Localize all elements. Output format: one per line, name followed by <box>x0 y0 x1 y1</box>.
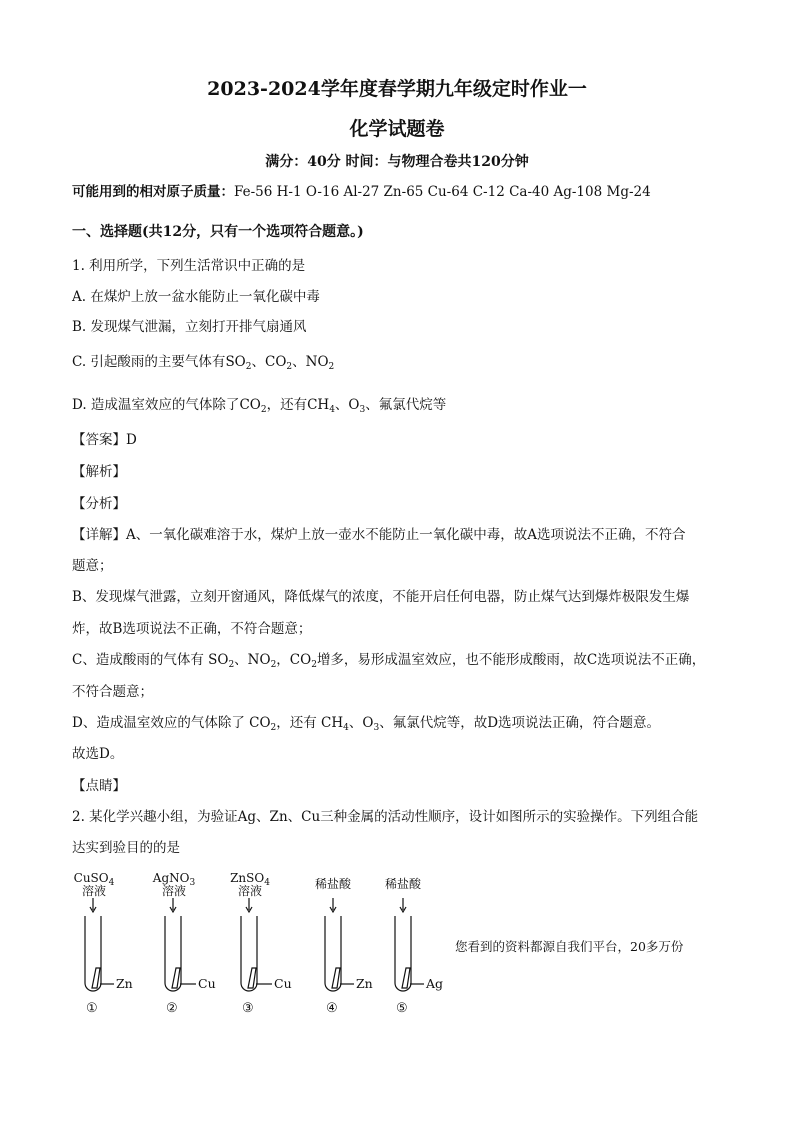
q1-option-d <box>72 396 732 414</box>
fenxi-label: 【分析】 <box>72 496 126 512</box>
paper-subtitle: 化学试题卷 <box>349 118 445 140</box>
detail-label: 【详解】 <box>72 527 126 543</box>
arrow-icon <box>90 898 406 912</box>
answer-value: D <box>126 432 137 448</box>
separator: 、 <box>251 354 265 370</box>
sub-2: 2 <box>311 660 317 670</box>
detail-a-text: A、一氧化碳难溶于水，煤炉上放一壶水不能防止一氧化碳中毒，故A选项说法不正确，不符合 <box>126 527 686 543</box>
sub-2: 2 <box>270 660 277 670</box>
sub-3: 3 <box>373 723 380 733</box>
q1-option-d-mid: ，还有 <box>266 397 308 413</box>
chem-so: SO <box>225 354 246 370</box>
q1-option-c-text: C. 引起酸雨的主要气体有 <box>72 354 226 370</box>
chem-co: CO <box>239 397 261 413</box>
q1-stem: 1. 利用所学，下列生活常识中正确的是 <box>72 258 306 274</box>
detail-a-line2: 题意； <box>72 558 113 574</box>
separator: 、 <box>348 715 363 731</box>
detail-d-mid: ，还有 CH <box>276 715 344 731</box>
chem-o: O <box>362 715 374 731</box>
tube-2-metal: Cu <box>198 976 216 991</box>
reagent-sub: 4 <box>108 878 115 888</box>
reagent-solution: 溶液 <box>81 884 106 898</box>
tube-5-metal: Ag <box>426 976 444 991</box>
tube-3-number: ③ <box>242 1001 254 1016</box>
sub-4: 4 <box>343 723 349 733</box>
chem-no: NO <box>247 652 271 668</box>
separator: 、 <box>334 397 349 413</box>
reagent-formula: AgNO <box>152 871 190 885</box>
atomic-masses-line <box>72 183 732 201</box>
comma: ， <box>276 652 290 668</box>
reagent-name: 稀盐酸 <box>384 877 421 891</box>
sub-2: 2 <box>245 362 252 372</box>
reagent-solution: 溶液 <box>161 884 186 898</box>
chem-co: CO <box>289 652 312 668</box>
chem-co: CO <box>265 354 287 370</box>
separator: 、 <box>292 354 306 370</box>
tube-4-metal: Zn <box>356 976 373 991</box>
reagent-name: 稀盐酸 <box>314 877 351 891</box>
chem-o: O <box>348 397 360 413</box>
q1-option-c <box>72 353 732 371</box>
chem-no: NO <box>305 354 329 370</box>
reagent-formula: ZnSO <box>230 871 265 885</box>
reagent-sub: 4 <box>264 878 270 888</box>
detail-b-line2: 炸，故B选项说法不正确，不符合题意； <box>72 621 312 637</box>
separator: 、 <box>234 652 248 668</box>
sub-2: 2 <box>270 723 277 733</box>
sub-2: 2 <box>286 362 293 372</box>
q1-answer <box>72 431 732 449</box>
tube-4-number: ④ <box>326 1001 338 1016</box>
answer-label: 【答案】 <box>72 432 126 448</box>
detail-d-line <box>72 714 732 732</box>
atomic-masses-label: 可能用到的相对原子质量： <box>72 184 234 200</box>
test-tubes-drawing <box>72 868 472 1028</box>
conclusion: 故选D。 <box>72 746 124 762</box>
tube-2-number: ② <box>166 1001 178 1016</box>
tube-5-number: ⑤ <box>396 1001 408 1016</box>
tube-1-metal: Zn <box>116 976 133 991</box>
sub-2: 2 <box>228 660 235 670</box>
detail-b-line1: B、发现煤气泄露，立刻开窗通风，降低煤气的浓度，不能开启任何电器，防止煤气达到爆炸极限发生爆 <box>72 589 690 605</box>
q1-option-a: A. 在煤炉上放一盆水能防止一氧化碳中毒 <box>72 289 320 305</box>
q1-option-d-text: D. 造成温室效应的气体除了 <box>72 397 240 413</box>
sub-3: 3 <box>359 405 366 415</box>
reagent-formula: CuSO <box>73 871 109 885</box>
q2-stem-line1: 2. 某化学兴趣小组，为验证Ag、Zn、Cu三种金属的活动性顺序，设计如图所示的实验操作。下列组合能 <box>72 809 699 825</box>
page-title: 2023-2024学年度春学期九年级定时作业一 <box>207 78 587 100</box>
exam-info: 满分：40分 时间：与物理合卷共120分钟 <box>265 154 529 170</box>
sub-2: 2 <box>328 362 335 372</box>
detail-c-pre: C、造成酸雨的气体有 SO <box>72 652 229 668</box>
tube-3-metal: Cu <box>274 976 292 991</box>
atomic-masses-values: Fe-56 H-1 O-16 Al-27 Zn-65 Cu-64 C-12 Ca-40 Ag-108 Mg-24 <box>234 184 651 200</box>
sub-4: 4 <box>329 405 335 415</box>
reagent-sub: 3 <box>189 878 196 888</box>
detail-c-line1 <box>72 651 732 669</box>
q1-option-b: B. 发现煤气泄漏，立刻打开排气扇通风 <box>72 319 307 335</box>
q1-option-d-tail: 、氟氯代烷等 <box>365 397 447 413</box>
analysis-label: 【解析】 <box>72 464 126 480</box>
detail-c-line2: 不符合题意； <box>72 684 153 700</box>
tube-1-number: ① <box>86 1001 98 1016</box>
detail-d-pre: D、造成温室效应的气体除了 CO <box>72 715 271 731</box>
detail-c-post: 增多，易形成温室效应，也不能形成酸雨，故C选项说法不正确， <box>316 652 706 668</box>
watermark-text: 您看到的资料都源自我们平台，20多万份 <box>455 939 684 954</box>
sub-2: 2 <box>260 405 267 415</box>
chem-ch: CH <box>307 397 330 413</box>
section-heading: 一、选择题(共12分，只有一个选项符合题意。) <box>72 224 364 240</box>
reagent-solution: 溶液 <box>237 884 262 898</box>
point-label: 【点睛】 <box>72 778 126 794</box>
q2-stem-line2: 达实到验目的的是 <box>72 840 180 856</box>
detail-d-post: 、氟氯代烷等，故D选项说法正确，符合题意。 <box>379 715 661 731</box>
detail-a-line1 <box>72 526 732 544</box>
